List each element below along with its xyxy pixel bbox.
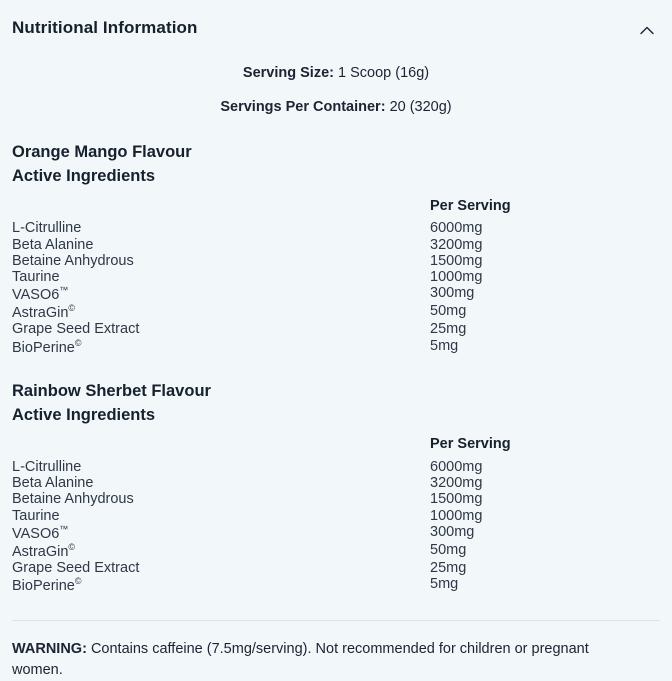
trademark-mark: ™: [59, 285, 69, 296]
column-header-ingredient: [8, 436, 430, 459]
servings-per-container-line: [8, 98, 664, 118]
ingredient-amount: 300mg: [430, 285, 475, 302]
table-row: [8, 269, 664, 285]
servings-per-container-label: Servings Per Container:: [220, 98, 386, 115]
warning-label: WARNING:: [12, 641, 87, 658]
ingredient-amount: 3200mg: [430, 475, 483, 492]
ingredient-name-text: AstraGin: [12, 543, 69, 560]
ingredient-amount: 25mg: [430, 321, 467, 338]
ingredient-name: [8, 303, 430, 321]
flavour-block-rainbow-sherbet: [8, 380, 664, 595]
ingredient-amount: 1500mg: [430, 252, 483, 269]
flavour-name: Rainbow Sherbet Flavour: [12, 381, 211, 400]
ingredient-name: L-Citrulline: [12, 458, 82, 475]
table-row: [8, 253, 664, 269]
ingredient-name: Betaine Anhydrous: [12, 491, 134, 508]
table-row: [8, 338, 664, 356]
section-header[interactable]: [8, 0, 664, 42]
ingredient-amount: 25mg: [430, 559, 467, 576]
column-header-per-serving: Per Serving: [430, 436, 511, 453]
table-row: [8, 524, 664, 542]
trademark-mark: ™: [59, 523, 69, 534]
ingredient-name-text: VASO6: [12, 287, 60, 304]
table-row: [8, 303, 664, 321]
table-row: [8, 542, 664, 560]
serving-size-value: 1 Scoop (16g): [338, 65, 430, 81]
ingredient-name: [8, 542, 430, 560]
table-row: [8, 459, 664, 475]
flavour-block-orange-mango: [8, 141, 664, 356]
ingredient-amount: 300mg: [430, 523, 475, 540]
ingredient-name: Beta Alanine: [12, 236, 94, 253]
ingredient-amount: 1500mg: [430, 491, 483, 508]
table-header-row: [8, 198, 664, 221]
ingredient-amount: 5mg: [430, 576, 459, 593]
ingredient-name: Grape Seed Extract: [12, 321, 140, 338]
page-title: Nutritional Information: [12, 18, 198, 37]
ingredient-amount: 1000mg: [430, 269, 483, 286]
active-ingredients-label: Active Ingredients: [12, 167, 156, 186]
ingredient-name-text: BioPerine: [12, 339, 75, 356]
ingredient-amount: 6000mg: [430, 458, 483, 475]
ingredient-name: [8, 576, 430, 594]
ingredient-name: Betaine Anhydrous: [12, 252, 134, 269]
ingredient-name: L-Citrulline: [12, 220, 82, 237]
table-row: [8, 220, 664, 236]
ingredient-name: Taurine: [12, 507, 60, 524]
ingredient-name: [8, 285, 430, 303]
copyright-mark: ©: [74, 576, 82, 587]
copyright-mark: ©: [74, 337, 82, 348]
column-header-ingredient: [8, 198, 430, 221]
table-header-row: [8, 436, 664, 459]
ingredient-name: [8, 524, 430, 542]
column-header-per-serving: Per Serving: [430, 197, 511, 214]
copyright-mark: ©: [68, 303, 76, 314]
ingredient-amount: 6000mg: [430, 220, 483, 237]
ingredients-table: [8, 198, 664, 356]
ingredient-name: Taurine: [12, 269, 60, 286]
table-row: [8, 576, 664, 594]
ingredient-name: Beta Alanine: [12, 475, 94, 492]
ingredient-amount: 50mg: [430, 541, 467, 558]
table-row: [8, 491, 664, 507]
ingredient-amount: 1000mg: [430, 507, 483, 524]
chevron-up-icon[interactable]: [636, 20, 658, 42]
ingredient-amount: 50mg: [430, 303, 467, 320]
copyright-mark: ©: [68, 541, 76, 552]
table-row: [8, 475, 664, 491]
ingredient-name: Grape Seed Extract: [12, 559, 140, 576]
ingredient-name-text: AstraGin: [12, 305, 69, 322]
active-ingredients-label: Active Ingredients: [12, 405, 156, 424]
table-row: [8, 237, 664, 253]
ingredient-name-text: VASO6: [12, 525, 60, 542]
ingredient-amount: 3200mg: [430, 236, 483, 253]
ingredients-table: [8, 436, 664, 594]
divider: [12, 620, 660, 621]
table-row: [8, 321, 664, 337]
warning-text: [12, 639, 622, 681]
servings-per-container-value: 20 (320g): [389, 98, 452, 115]
flavour-name: Orange Mango Flavour: [12, 143, 192, 162]
warning-body: Contains caffeine (7.5mg/serving). Not recommended for children or pregnant women.: [12, 641, 589, 679]
ingredient-name: [8, 338, 430, 356]
table-row: [8, 285, 664, 303]
ingredient-amount: 5mg: [430, 337, 459, 354]
serving-size-line: [8, 64, 664, 84]
serving-size-label: Serving Size:: [242, 65, 334, 81]
table-row: [8, 508, 664, 524]
ingredient-name-text: BioPerine: [12, 578, 75, 595]
table-row: [8, 560, 664, 576]
